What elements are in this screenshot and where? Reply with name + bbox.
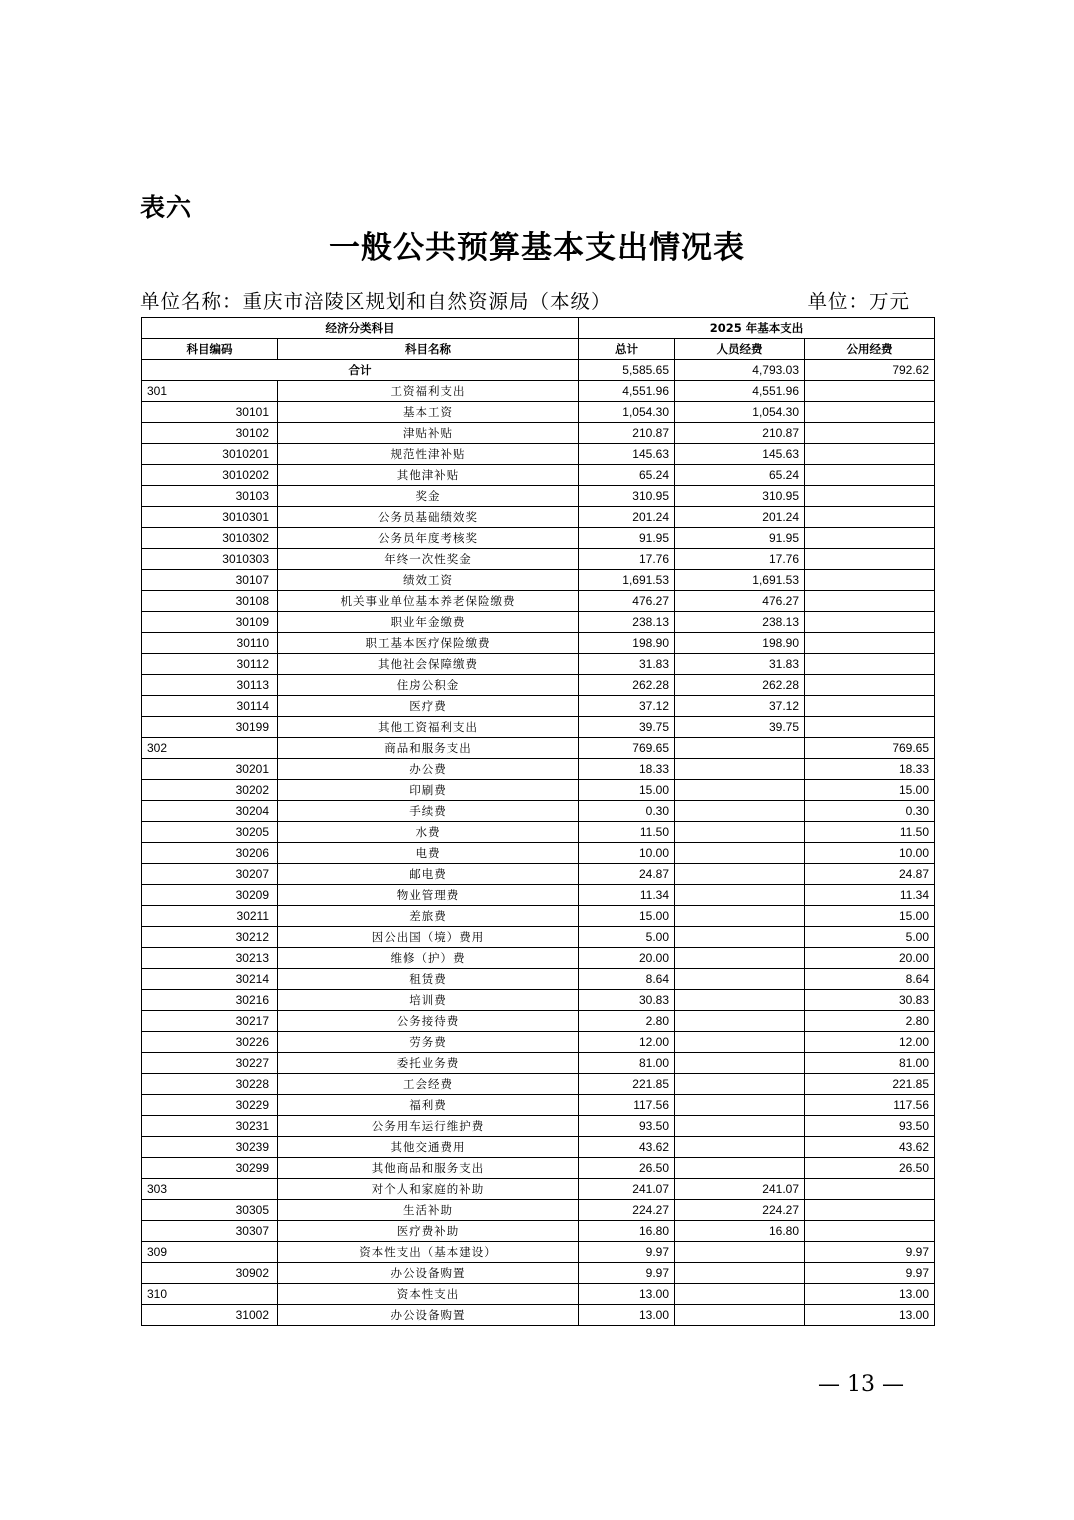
- row-total: 221.85: [579, 1074, 675, 1095]
- row-personnel: 1,691.53: [675, 570, 805, 591]
- row-total: 198.90: [579, 633, 675, 654]
- row-personnel: [675, 1074, 805, 1095]
- row-public: 12.00: [805, 1032, 935, 1053]
- row-total: 26.50: [579, 1158, 675, 1179]
- row-name: 工会经费: [278, 1074, 579, 1095]
- row-name: 水费: [278, 822, 579, 843]
- row-personnel: [675, 969, 805, 990]
- row-public: [805, 612, 935, 633]
- row-code: 30216: [142, 990, 278, 1011]
- row-public: [805, 1221, 935, 1242]
- row-public: [805, 717, 935, 738]
- row-name: 住房公积金: [278, 675, 579, 696]
- row-public: [805, 633, 935, 654]
- row-code: 30307: [142, 1221, 278, 1242]
- row-public: 30.83: [805, 990, 935, 1011]
- table-row: [142, 822, 935, 843]
- row-code: 310: [142, 1284, 278, 1305]
- row-name: 职业年金缴费: [278, 612, 579, 633]
- row-code: 30229: [142, 1095, 278, 1116]
- row-name: 办公设备购置: [278, 1305, 579, 1326]
- row-total: 2.80: [579, 1011, 675, 1032]
- row-public: 5.00: [805, 927, 935, 948]
- column-header-name: 科目名称: [278, 339, 579, 360]
- row-code: 302: [142, 738, 278, 759]
- row-code: 30107: [142, 570, 278, 591]
- row-personnel: [675, 780, 805, 801]
- row-personnel: [675, 948, 805, 969]
- column-header-total: 总计: [579, 339, 675, 360]
- row-public: [805, 675, 935, 696]
- page-number: — 13 —: [818, 1372, 904, 1397]
- row-personnel: [675, 1116, 805, 1137]
- unit-label: 单位：万元: [807, 290, 910, 313]
- row-name: 其他交通费用: [278, 1137, 579, 1158]
- row-code: 30113: [142, 675, 278, 696]
- row-name: 规范性津补贴: [278, 444, 579, 465]
- row-total: 201.24: [579, 507, 675, 528]
- row-personnel: [675, 822, 805, 843]
- table-row: [142, 507, 935, 528]
- row-personnel: [675, 1263, 805, 1284]
- row-public: [805, 486, 935, 507]
- column-header-personnel: 人员经费: [675, 339, 805, 360]
- row-total: 769.65: [579, 738, 675, 759]
- row-total: 224.27: [579, 1200, 675, 1221]
- row-public: 81.00: [805, 1053, 935, 1074]
- table-row: [142, 1032, 935, 1053]
- table-row: [142, 633, 935, 654]
- row-public: 18.33: [805, 759, 935, 780]
- column-header-code: 科目编码: [142, 339, 278, 360]
- row-personnel: [675, 864, 805, 885]
- column-header-public: 公用经费: [805, 339, 935, 360]
- table-row: [142, 1200, 935, 1221]
- table-row: [142, 1137, 935, 1158]
- row-total: 16.80: [579, 1221, 675, 1242]
- row-code: 30228: [142, 1074, 278, 1095]
- row-personnel: [675, 1011, 805, 1032]
- table-row: [142, 675, 935, 696]
- row-name: 办公设备购置: [278, 1263, 579, 1284]
- row-public: [805, 549, 935, 570]
- row-public: 15.00: [805, 780, 935, 801]
- row-total: 0.30: [579, 801, 675, 822]
- row-personnel: [675, 990, 805, 1011]
- row-name: 公务用车运行维护费: [278, 1116, 579, 1137]
- row-code: 30201: [142, 759, 278, 780]
- row-public: [805, 1179, 935, 1200]
- row-public: [805, 654, 935, 675]
- row-code: 30207: [142, 864, 278, 885]
- row-personnel: [675, 1158, 805, 1179]
- table-row: [142, 1221, 935, 1242]
- row-total: 5.00: [579, 927, 675, 948]
- row-personnel: 37.12: [675, 696, 805, 717]
- row-public: 2.80: [805, 1011, 935, 1032]
- row-name: 医疗费: [278, 696, 579, 717]
- row-name: 商品和服务支出: [278, 738, 579, 759]
- row-name: 机关事业单位基本养老保险缴费: [278, 591, 579, 612]
- row-code: 30101: [142, 402, 278, 423]
- row-personnel: 224.27: [675, 1200, 805, 1221]
- row-public: 26.50: [805, 1158, 935, 1179]
- row-personnel: 201.24: [675, 507, 805, 528]
- row-personnel: [675, 738, 805, 759]
- total-personnel: 4,793.03: [675, 360, 805, 381]
- row-name: 年终一次性奖金: [278, 549, 579, 570]
- row-total: 93.50: [579, 1116, 675, 1137]
- row-name: 资本性支出: [278, 1284, 579, 1305]
- row-public: 769.65: [805, 738, 935, 759]
- table-row: [142, 717, 935, 738]
- row-total: 31.83: [579, 654, 675, 675]
- row-name: 公务员年度考核奖: [278, 528, 579, 549]
- table-row: [142, 549, 935, 570]
- table-row: [142, 402, 935, 423]
- row-total: 91.95: [579, 528, 675, 549]
- row-public: [805, 528, 935, 549]
- row-name: 资本性支出（基本建设）: [278, 1242, 579, 1263]
- table-row: [142, 1158, 935, 1179]
- row-total: 241.07: [579, 1179, 675, 1200]
- row-total: 476.27: [579, 591, 675, 612]
- total-sum: 5,585.65: [579, 360, 675, 381]
- row-total: 145.63: [579, 444, 675, 465]
- row-personnel: [675, 1305, 805, 1326]
- table-row: [142, 528, 935, 549]
- row-public: 15.00: [805, 906, 935, 927]
- row-code: 30902: [142, 1263, 278, 1284]
- table-row: [142, 990, 935, 1011]
- table-row: [142, 906, 935, 927]
- row-name: 生活补助: [278, 1200, 579, 1221]
- row-personnel: [675, 885, 805, 906]
- row-code: 30112: [142, 654, 278, 675]
- row-code: 30206: [142, 843, 278, 864]
- row-total: 8.64: [579, 969, 675, 990]
- row-public: [805, 402, 935, 423]
- table-row: [142, 381, 935, 402]
- row-public: [805, 591, 935, 612]
- row-total: 24.87: [579, 864, 675, 885]
- row-code: 30299: [142, 1158, 278, 1179]
- row-name: 委托业务费: [278, 1053, 579, 1074]
- row-code: 30305: [142, 1200, 278, 1221]
- table-row: [142, 591, 935, 612]
- row-code: 30103: [142, 486, 278, 507]
- row-total: 39.75: [579, 717, 675, 738]
- row-total: 65.24: [579, 465, 675, 486]
- row-total: 9.97: [579, 1263, 675, 1284]
- row-public: [805, 381, 935, 402]
- row-code: 30213: [142, 948, 278, 969]
- table-row: [142, 570, 935, 591]
- row-code: 30227: [142, 1053, 278, 1074]
- row-name: 手续费: [278, 801, 579, 822]
- row-personnel: 198.90: [675, 633, 805, 654]
- row-public: 13.00: [805, 1305, 935, 1326]
- row-name: 绩效工资: [278, 570, 579, 591]
- row-personnel: 65.24: [675, 465, 805, 486]
- row-total: 9.97: [579, 1242, 675, 1263]
- row-public: [805, 696, 935, 717]
- row-code: 3010302: [142, 528, 278, 549]
- row-code: 30110: [142, 633, 278, 654]
- row-total: 117.56: [579, 1095, 675, 1116]
- table-row: [142, 612, 935, 633]
- row-personnel: [675, 843, 805, 864]
- row-code: 3010301: [142, 507, 278, 528]
- page-title: 一般公共预算基本支出情况表: [329, 230, 745, 266]
- row-name: 劳务费: [278, 1032, 579, 1053]
- row-code: 30212: [142, 927, 278, 948]
- row-total: 20.00: [579, 948, 675, 969]
- table-row: [142, 654, 935, 675]
- table-row: [142, 696, 935, 717]
- table-row: [142, 885, 935, 906]
- row-personnel: [675, 1242, 805, 1263]
- row-name: 津贴补贴: [278, 423, 579, 444]
- row-personnel: 241.07: [675, 1179, 805, 1200]
- row-total: 11.34: [579, 885, 675, 906]
- row-total: 10.00: [579, 843, 675, 864]
- row-personnel: [675, 1137, 805, 1158]
- row-public: [805, 423, 935, 444]
- table-row: [142, 843, 935, 864]
- table-row: [142, 1116, 935, 1137]
- row-total: 1,691.53: [579, 570, 675, 591]
- row-code: 30114: [142, 696, 278, 717]
- row-public: 24.87: [805, 864, 935, 885]
- table-row: [142, 948, 935, 969]
- table-row: [142, 738, 935, 759]
- unit-line: [140, 286, 910, 316]
- row-public: 117.56: [805, 1095, 935, 1116]
- row-personnel: [675, 759, 805, 780]
- table-row: [142, 1095, 935, 1116]
- row-total: 17.76: [579, 549, 675, 570]
- table-row: [142, 1242, 935, 1263]
- row-total: 15.00: [579, 780, 675, 801]
- row-name: 办公费: [278, 759, 579, 780]
- row-name: 奖金: [278, 486, 579, 507]
- row-total: 310.95: [579, 486, 675, 507]
- row-total: 15.00: [579, 906, 675, 927]
- table-body: [142, 360, 935, 1326]
- row-code: 3010202: [142, 465, 278, 486]
- row-total: 4,551.96: [579, 381, 675, 402]
- row-personnel: 16.80: [675, 1221, 805, 1242]
- table-row: [142, 1284, 935, 1305]
- row-public: 13.00: [805, 1284, 935, 1305]
- row-total: 210.87: [579, 423, 675, 444]
- row-personnel: [675, 1095, 805, 1116]
- total-row: [142, 360, 935, 381]
- row-total: 1,054.30: [579, 402, 675, 423]
- row-name: 其他社会保障缴费: [278, 654, 579, 675]
- row-name: 公务员基础绩效奖: [278, 507, 579, 528]
- row-code: 30108: [142, 591, 278, 612]
- row-personnel: 262.28: [675, 675, 805, 696]
- row-name: 对个人和家庭的补助: [278, 1179, 579, 1200]
- row-code: 30231: [142, 1116, 278, 1137]
- group-header-row: [142, 318, 935, 339]
- unit-name: 单位名称：重庆市涪陵区规划和自然资源局（本级）: [140, 290, 612, 313]
- row-name: 其他津补贴: [278, 465, 579, 486]
- row-code: 3010201: [142, 444, 278, 465]
- table-row: [142, 927, 935, 948]
- column-header-row: [142, 339, 935, 360]
- row-code: 303: [142, 1179, 278, 1200]
- table-row: [142, 969, 935, 990]
- row-public: 11.50: [805, 822, 935, 843]
- row-personnel: [675, 906, 805, 927]
- row-personnel: [675, 801, 805, 822]
- row-code: 30239: [142, 1137, 278, 1158]
- row-name: 电费: [278, 843, 579, 864]
- table-row: [142, 1305, 935, 1326]
- row-name: 维修（护）费: [278, 948, 579, 969]
- budget-table: [141, 317, 935, 1326]
- row-code: 3010303: [142, 549, 278, 570]
- group-header-year: 2025 年基本支出: [579, 318, 935, 339]
- row-public: 10.00: [805, 843, 935, 864]
- row-total: 81.00: [579, 1053, 675, 1074]
- row-code: 30202: [142, 780, 278, 801]
- row-name: 其他商品和服务支出: [278, 1158, 579, 1179]
- row-name: 物业管理费: [278, 885, 579, 906]
- row-public: [805, 465, 935, 486]
- row-name: 工资福利支出: [278, 381, 579, 402]
- row-personnel: 91.95: [675, 528, 805, 549]
- row-name: 职工基本医疗保险缴费: [278, 633, 579, 654]
- table-row: [142, 780, 935, 801]
- total-public: 792.62: [805, 360, 935, 381]
- table-row: [142, 759, 935, 780]
- row-code: 30109: [142, 612, 278, 633]
- row-code: 30209: [142, 885, 278, 906]
- table-row: [142, 864, 935, 885]
- row-name: 福利费: [278, 1095, 579, 1116]
- row-name: 培训费: [278, 990, 579, 1011]
- row-public: [805, 570, 935, 591]
- row-personnel: 145.63: [675, 444, 805, 465]
- row-personnel: 39.75: [675, 717, 805, 738]
- row-code: 31002: [142, 1305, 278, 1326]
- table-row: [142, 1179, 935, 1200]
- row-personnel: 4,551.96: [675, 381, 805, 402]
- table-row: [142, 1263, 935, 1284]
- row-name: 基本工资: [278, 402, 579, 423]
- row-name: 差旅费: [278, 906, 579, 927]
- row-public: [805, 1200, 935, 1221]
- group-header-category: 经济分类科目: [142, 318, 579, 339]
- row-total: 30.83: [579, 990, 675, 1011]
- table-row: [142, 1011, 935, 1032]
- row-public: 11.34: [805, 885, 935, 906]
- table-row: [142, 486, 935, 507]
- row-code: 30226: [142, 1032, 278, 1053]
- table-row: [142, 465, 935, 486]
- table-row: [142, 801, 935, 822]
- row-code: 30211: [142, 906, 278, 927]
- row-total: 37.12: [579, 696, 675, 717]
- table-row: [142, 1074, 935, 1095]
- row-name: 邮电费: [278, 864, 579, 885]
- row-public: [805, 444, 935, 465]
- row-total: 11.50: [579, 822, 675, 843]
- row-name: 租赁费: [278, 969, 579, 990]
- row-personnel: 476.27: [675, 591, 805, 612]
- row-personnel: 31.83: [675, 654, 805, 675]
- row-personnel: 210.87: [675, 423, 805, 444]
- row-name: 印刷费: [278, 780, 579, 801]
- row-code: 309: [142, 1242, 278, 1263]
- row-personnel: 238.13: [675, 612, 805, 633]
- table-label: 表六: [140, 193, 193, 222]
- row-name: 公务接待费: [278, 1011, 579, 1032]
- row-personnel: [675, 1053, 805, 1074]
- row-public: 221.85: [805, 1074, 935, 1095]
- row-code: 30217: [142, 1011, 278, 1032]
- total-label: 合计: [142, 360, 579, 381]
- row-total: 262.28: [579, 675, 675, 696]
- row-personnel: [675, 1032, 805, 1053]
- row-personnel: 17.76: [675, 549, 805, 570]
- row-code: 30214: [142, 969, 278, 990]
- row-public: 8.64: [805, 969, 935, 990]
- row-total: 13.00: [579, 1305, 675, 1326]
- row-public: [805, 507, 935, 528]
- row-public: 93.50: [805, 1116, 935, 1137]
- row-code: 30205: [142, 822, 278, 843]
- row-code: 301: [142, 381, 278, 402]
- row-code: 30102: [142, 423, 278, 444]
- row-total: 12.00: [579, 1032, 675, 1053]
- row-code: 30204: [142, 801, 278, 822]
- row-code: 30199: [142, 717, 278, 738]
- row-total: 13.00: [579, 1284, 675, 1305]
- table-row: [142, 444, 935, 465]
- row-personnel: 1,054.30: [675, 402, 805, 423]
- row-public: 9.97: [805, 1242, 935, 1263]
- table-row: [142, 423, 935, 444]
- table-row: [142, 1053, 935, 1074]
- row-total: 238.13: [579, 612, 675, 633]
- row-public: 0.30: [805, 801, 935, 822]
- row-public: 20.00: [805, 948, 935, 969]
- row-name: 其他工资福利支出: [278, 717, 579, 738]
- row-public: 9.97: [805, 1263, 935, 1284]
- row-total: 43.62: [579, 1137, 675, 1158]
- row-personnel: [675, 1284, 805, 1305]
- row-public: 43.62: [805, 1137, 935, 1158]
- row-total: 18.33: [579, 759, 675, 780]
- row-personnel: [675, 927, 805, 948]
- row-name: 医疗费补助: [278, 1221, 579, 1242]
- row-personnel: 310.95: [675, 486, 805, 507]
- row-name: 因公出国（境）费用: [278, 927, 579, 948]
